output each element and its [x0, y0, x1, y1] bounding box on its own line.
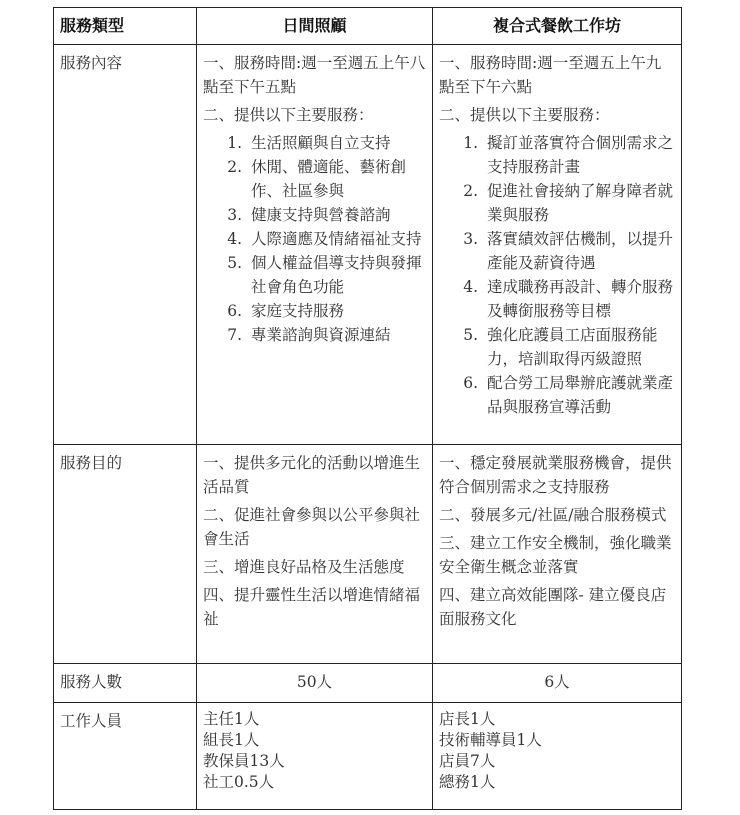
goal-item: 一、穩定發展就業服務機會，提供符合個別需求之支持服務 [439, 454, 672, 496]
day-care-content [197, 45, 433, 445]
row-label: 服務人數 [54, 664, 197, 703]
header-day-care: 日間照顧 [197, 8, 433, 45]
list-item: 1. 生活照顧與自立支持 [247, 131, 426, 155]
day-care-count: 50人 [197, 664, 433, 703]
list-item: 4. 達成職務再設計、轉介服務及轉銜服務等目標 [483, 275, 675, 323]
staff-item: 教保員13人 [203, 752, 285, 770]
staff-item: 店員7人 [439, 752, 496, 770]
list-item: 3. 健康支持與營養諮詢 [247, 203, 426, 227]
service-comparison-table [53, 7, 682, 810]
row-label: 服務目的 [54, 445, 197, 664]
goal-item: 四、建立高效能團隊- 建立優良店面服務文化 [439, 586, 667, 628]
goal-item: 一、提供多元化的活動以增進生活品質 [203, 454, 421, 496]
services-intro: 二、提供以下主要服務： [439, 106, 610, 124]
row-staff [54, 703, 682, 810]
workshop-content [433, 45, 682, 445]
row-label: 工作人員 [54, 703, 197, 810]
workshop-count: 6人 [433, 664, 682, 703]
row-service-content [54, 45, 682, 445]
list-item: 5. 個人權益倡導支持與發揮社會角色功能 [247, 251, 426, 299]
goal-item: 三、建立工作安全機制，強化職業安全衛生概念並落實 [439, 534, 672, 576]
header-service-type: 服務類型 [54, 8, 197, 45]
list-item: 5. 強化庇護員工店面服務能力，培訓取得丙級證照 [483, 323, 675, 371]
staff-item: 組長1人 [203, 731, 260, 749]
header-row [54, 8, 682, 45]
list-item: 4. 人際適應及情緒福祉支持 [247, 227, 426, 251]
workshop-goals [433, 445, 682, 664]
staff-item: 技術輔導員1人 [439, 731, 542, 749]
staff-item: 主任1人 [203, 710, 260, 728]
goal-item: 三、增進良好品格及生活態度 [203, 558, 405, 576]
services-list [203, 131, 426, 347]
staff-item: 店長1人 [439, 710, 496, 728]
goal-item: 四、提升靈性生活以增進情緒福祉 [203, 586, 421, 628]
list-item: 3. 落實績效評估機制，以提升產能及薪資待遇 [483, 227, 675, 275]
row-service-count [54, 664, 682, 703]
services-list [439, 131, 675, 419]
day-care-staff [197, 703, 433, 810]
list-item: 1. 擬訂並落實符合個別需求之支持服務計畫 [483, 131, 675, 179]
list-item: 6. 家庭支持服務 [247, 299, 426, 323]
list-item: 7. 專業諮詢與資源連結 [247, 323, 426, 347]
row-service-goal [54, 445, 682, 664]
workshop-staff [433, 703, 682, 810]
goal-item: 二、發展多元/社區/融合服務模式 [439, 506, 667, 524]
goal-item: 二、促進社會參與以公平參與社會生活 [203, 506, 421, 548]
list-item: 2. 促進社會接納了解身障者就業與服務 [483, 179, 675, 227]
staff-item: 總務1人 [439, 773, 496, 791]
list-item: 6. 配合勞工局舉辦庇護就業產品與服務宣導活動 [483, 371, 675, 419]
service-hours: 一、服務時間:週一至週五上午八點至下午五點 [203, 54, 426, 96]
staff-item: 社工0.5人 [203, 773, 275, 791]
list-item: 2. 休閒、體適能、藝術創作、社區參與 [247, 155, 426, 203]
row-label: 服務內容 [54, 45, 197, 445]
header-workshop: 複合式餐飲工作坊 [433, 8, 682, 45]
service-hours: 一、服務時間:週一至週五上午九點至下午六點 [439, 54, 662, 96]
services-intro: 二、提供以下主要服務： [203, 106, 374, 124]
day-care-goals [197, 445, 433, 664]
